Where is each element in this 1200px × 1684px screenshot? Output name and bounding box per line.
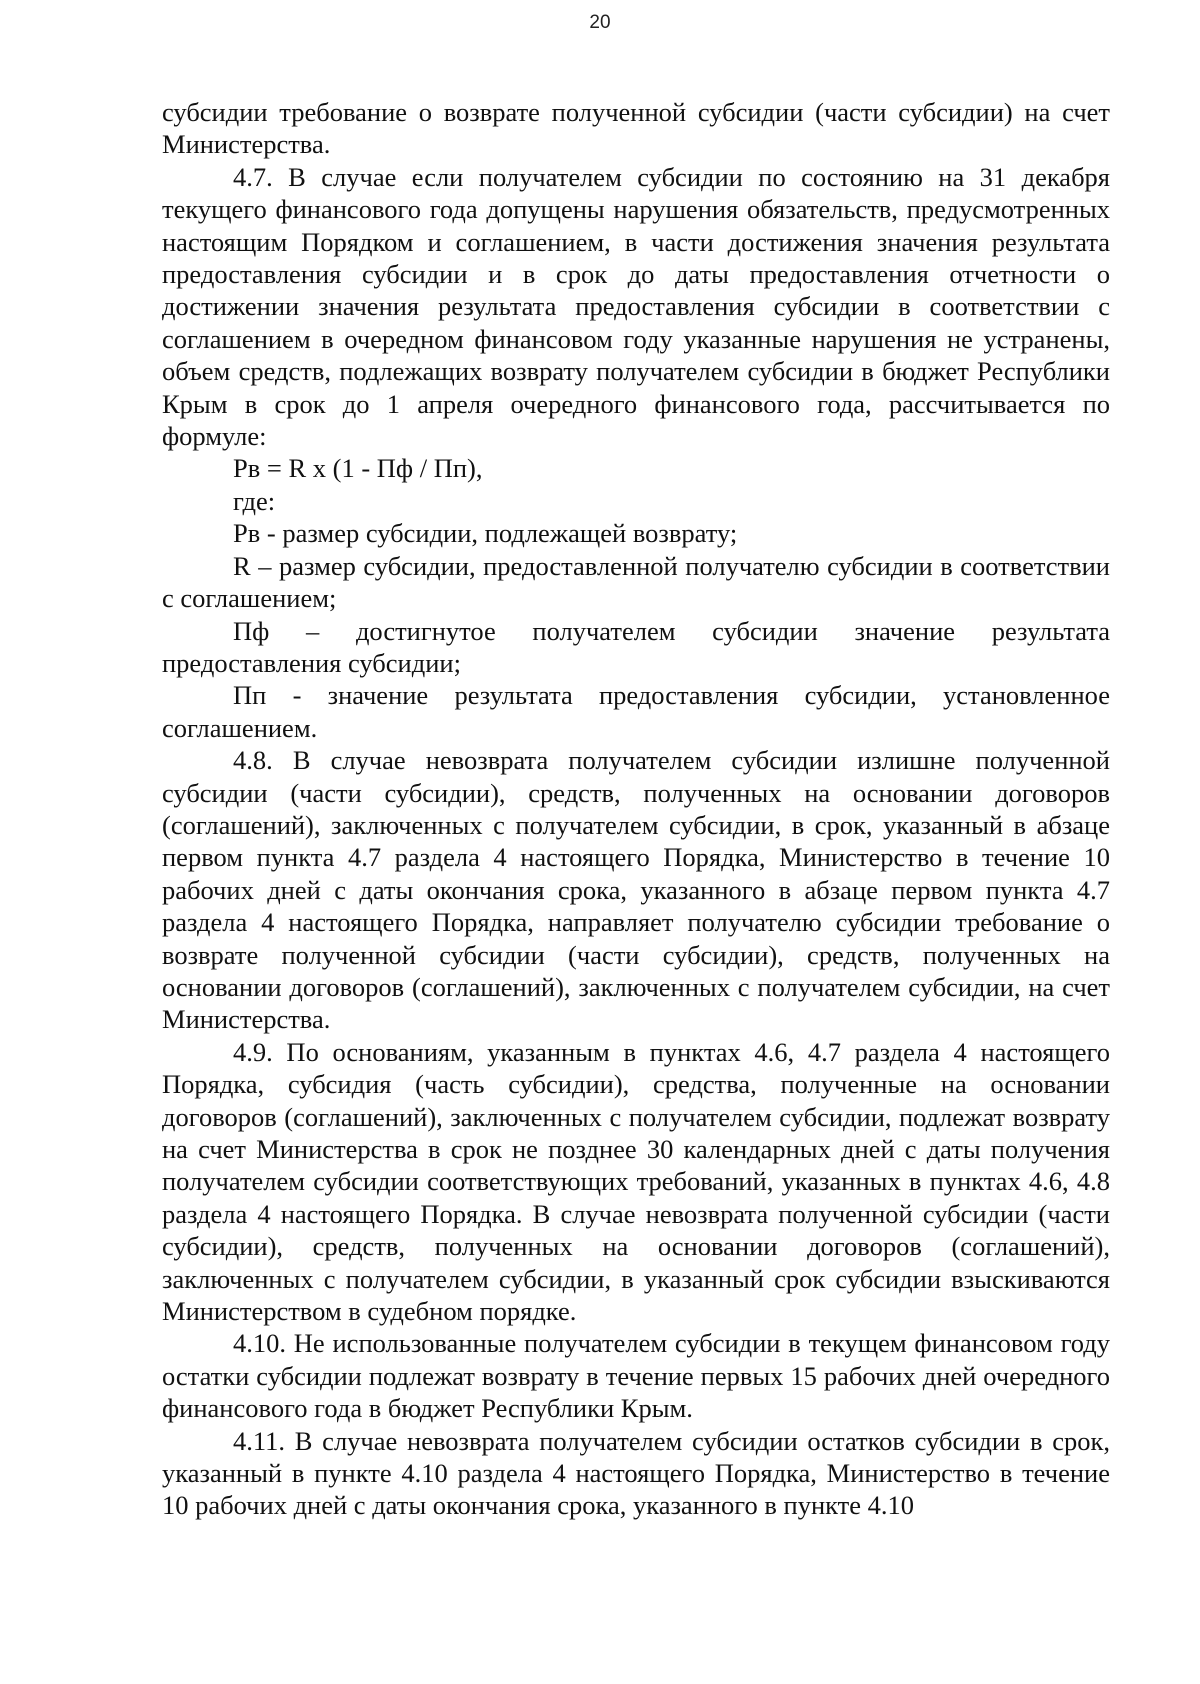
page-number: 20 xyxy=(589,12,611,33)
formula-definition-rv: Рв - размер субсидии, подлежащей возврату; xyxy=(233,518,738,549)
paragraph-4-8: 4.8. В случае невозврата получателем субсидии излишне полученной субсидии (части субсидии), средств, полученных на основании договоров (соглашений), заключенных с получателем субсидии, в срок, указанный в абзаце первом пункта 4.7 раздела 4 настоящего Порядка, Министерство в течение 10 рабочих дней с даты окончания срока, указанного в абзаце первом пункта 4.7 раздела 4 настоящего Порядка, направляет получателю субсидии требование о возврате полученной субсидии (части субсидии), средств, полученных на основании договоров (соглашений), заключенных с получателем субсидии, на счет Министерства. xyxy=(162,745,1110,1035)
formula-line: Рв = R x (1 - Пф / Пп), xyxy=(233,453,483,484)
formula-definition-r: R – размер субсидии, предоставленной получателю субсидии в соответствии с соглашением; xyxy=(162,550,1110,614)
document-body xyxy=(162,96,1110,1522)
paragraph-4-11: 4.11. В случае невозврата получателем субсидии остатков субсидии в срок, указанный в пункте 4.10 раздела 4 настоящего Порядка, Министерство в течение 10 рабочих дней с даты окончания срока, указанного в пункте 4.10 xyxy=(162,1425,1110,1521)
formula-definition-pf: Пф – достигнутое получателем субсидии значение результата предоставления субсидии; xyxy=(162,615,1110,678)
paragraph-4-10: 4.10. Не использованные получателем субсидии в текущем финансовом году остатки субсидии подлежат возврату в течение первых 15 рабочих дней очередного финансового года в бюджет Республики Крым. xyxy=(162,1328,1110,1424)
formula-where-label: где: xyxy=(233,485,276,516)
paragraph-continuation: субсидии требование о возврате полученной субсидии (части субсидии) на счет Министерства. xyxy=(162,97,1110,160)
formula-definition-pp: Пп - значение результата предоставления субсидии, установленное соглашением. xyxy=(162,680,1110,743)
paragraph-4-9: 4.9. По основаниям, указанным в пунктах 4.6, 4.7 раздела 4 настоящего Порядка, субсидия (часть субсидии), средства, полученные на основании договоров (соглашений), заключенных с получателем субсидии, подлежат возврату на счет Министерства в срок не позднее 30 календарных дней с даты получения получателем субсидии соответствующих требований, указанных в пунктах 4.6, 4.8 раздела 4 настоящего Порядка. В случае невозврата полученной субсидии (части субсидии), средств, полученных на основании договоров (соглашений), заключенных с получателем субсидии, в указанный срок субсидии взыскиваются Министерством в судебном порядке. xyxy=(162,1036,1110,1327)
paragraph-4-7: 4.7. В случае если получателем субсидии по состоянию на 31 декабря текущего финансового года допущены нарушения обязательств, предусмотренных настоящим Порядком и соглашением, в части достижения значения результата предоставления субсидии и в срок до даты предоставления отчетности о достижении значения результата предоставления субсидии в соответствии с соглашением в очередном финансовом году указанные нарушения не устранены, объем средств, подлежащих возврату получателем субсидии в бюджет Республики Крым в срок до 1 апреля очередного финансового года, рассчитывается по формуле: xyxy=(162,161,1110,452)
